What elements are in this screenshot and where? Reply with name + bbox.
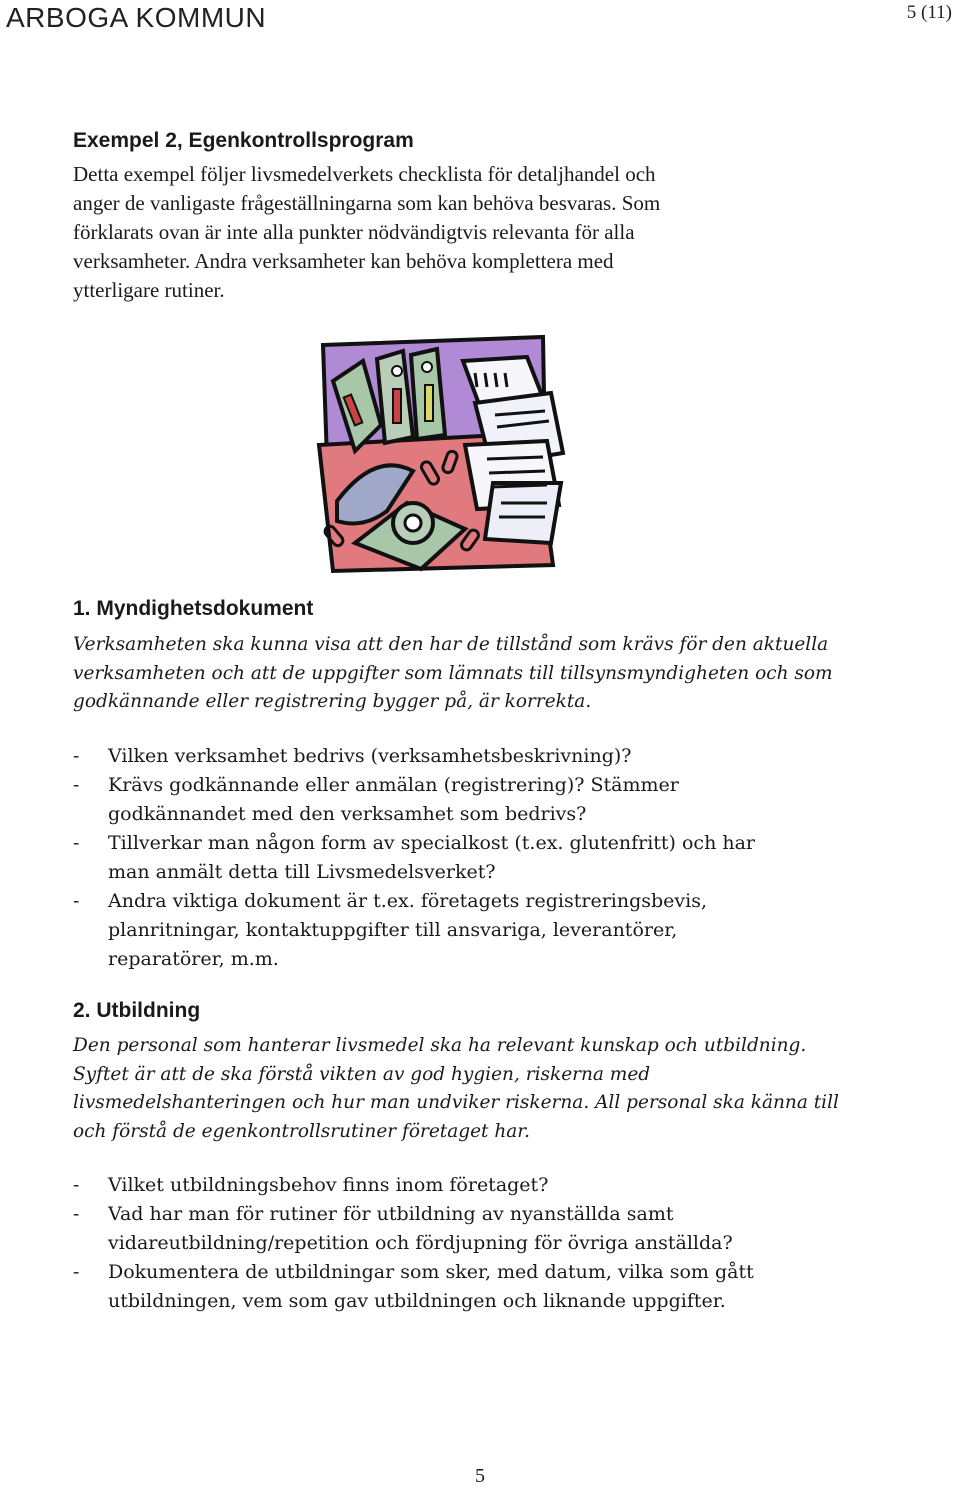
page-label: 5 (11) — [906, 2, 952, 23]
section2-desc-line: Den personal som hanterar livsmedel ska ha relevant kunskap och utbildning. — [73, 1035, 807, 1056]
list-bullet: - — [73, 774, 80, 796]
section1-description — [73, 631, 853, 717]
list-item — [73, 829, 833, 887]
intro-line: anger de vanligaste frågeställningarna som kan behöva besvaras. Som — [73, 191, 661, 215]
list-item — [73, 1200, 833, 1258]
list-bullet: - — [73, 745, 80, 767]
section1-desc-line: godkännande eller registrering bygger på, är korrekta. — [73, 691, 592, 712]
intro-heading: Exempel 2, Egenkontrollsprogram — [73, 129, 414, 152]
list-item-line: reparatörer, m.m. — [108, 948, 279, 970]
list-item — [73, 742, 833, 771]
list-item-line: Vilken verksamhet bedrivs (verksamhetsbeskrivning)? — [108, 745, 632, 767]
list-item-line: Tillverkar man någon form av specialkost (t.ex. glutenfritt) och har — [108, 832, 755, 854]
section1-desc-line: verksamheten och att de uppgifter som lämnats till tillsynsmyndigheten och som — [73, 662, 833, 684]
list-item-line: Vad har man för rutiner för utbildning av nyanställda samt — [108, 1203, 674, 1225]
list-item — [73, 1258, 833, 1316]
list-item-line: Dokumentera de utbildningar som sker, med datum, vilka som gått — [108, 1261, 754, 1283]
list-item-line: Andra viktiga dokument är t.ex. företagets registreringsbevis, — [108, 890, 708, 912]
list-item-line: vidareutbildning/repetition och fördjupning för övriga anställda? — [108, 1232, 733, 1254]
intro-line: Detta exempel följer livsmedelverkets checklista för detaljhandel och — [73, 162, 656, 186]
section1-questions-list — [73, 742, 833, 974]
section2-heading: 2. Utbildning — [73, 999, 201, 1022]
section1-desc-line: Verksamheten ska kunna visa att den har de tillstånd som krävs för den aktuella — [73, 634, 829, 655]
section1-heading: 1. Myndighetsdokument — [73, 597, 314, 620]
intro-paragraph — [73, 160, 833, 305]
section2-desc-line: livsmedelshanteringen och hur man undviker riskerna. All personal ska känna till — [73, 1092, 839, 1113]
section2-desc-line: Syftet är att de ska förstå vikten av god hygien, riskerna med — [73, 1063, 651, 1085]
office-supplies-clipart-icon — [315, 333, 590, 575]
list-item-line: utbildningen, vem som gav utbildningen och liknande uppgifter. — [108, 1290, 726, 1312]
list-item — [73, 771, 833, 829]
list-item-line: godkännandet med den verksamhet som bedrivs? — [108, 803, 587, 825]
intro-line: ytterligare rutiner. — [73, 278, 225, 302]
list-bullet: - — [73, 1203, 80, 1225]
list-bullet: - — [73, 1174, 80, 1196]
list-bullet: - — [73, 1261, 80, 1283]
list-bullet: - — [73, 890, 80, 912]
intro-line: förklarats ovan är inte alla punkter nödvändigtvis relevanta för alla — [73, 220, 635, 244]
list-item-line: Vilket utbildningsbehov finns inom företaget? — [108, 1174, 549, 1196]
list-item — [73, 887, 833, 974]
footer-page-number: 5 — [475, 1465, 485, 1487]
section2-description — [73, 1032, 853, 1146]
logo-text: ARBOGA KOMMUN — [6, 2, 267, 33]
list-item-line: man anmält detta till Livsmedelsverket? — [108, 861, 496, 883]
section2-desc-line: och förstå de egenkontrollsrutiner företaget har. — [73, 1120, 530, 1142]
section2-questions-list — [73, 1171, 833, 1316]
list-item-line: planritningar, kontaktuppgifter till ansvariga, leverantörer, — [108, 919, 678, 941]
intro-line: verksamheter. Andra verksamheter kan behöva komplettera med — [73, 249, 614, 273]
list-item — [73, 1171, 833, 1200]
list-bullet: - — [73, 832, 80, 854]
list-item-line: Krävs godkännande eller anmälan (registrering)? Stämmer — [108, 774, 679, 796]
